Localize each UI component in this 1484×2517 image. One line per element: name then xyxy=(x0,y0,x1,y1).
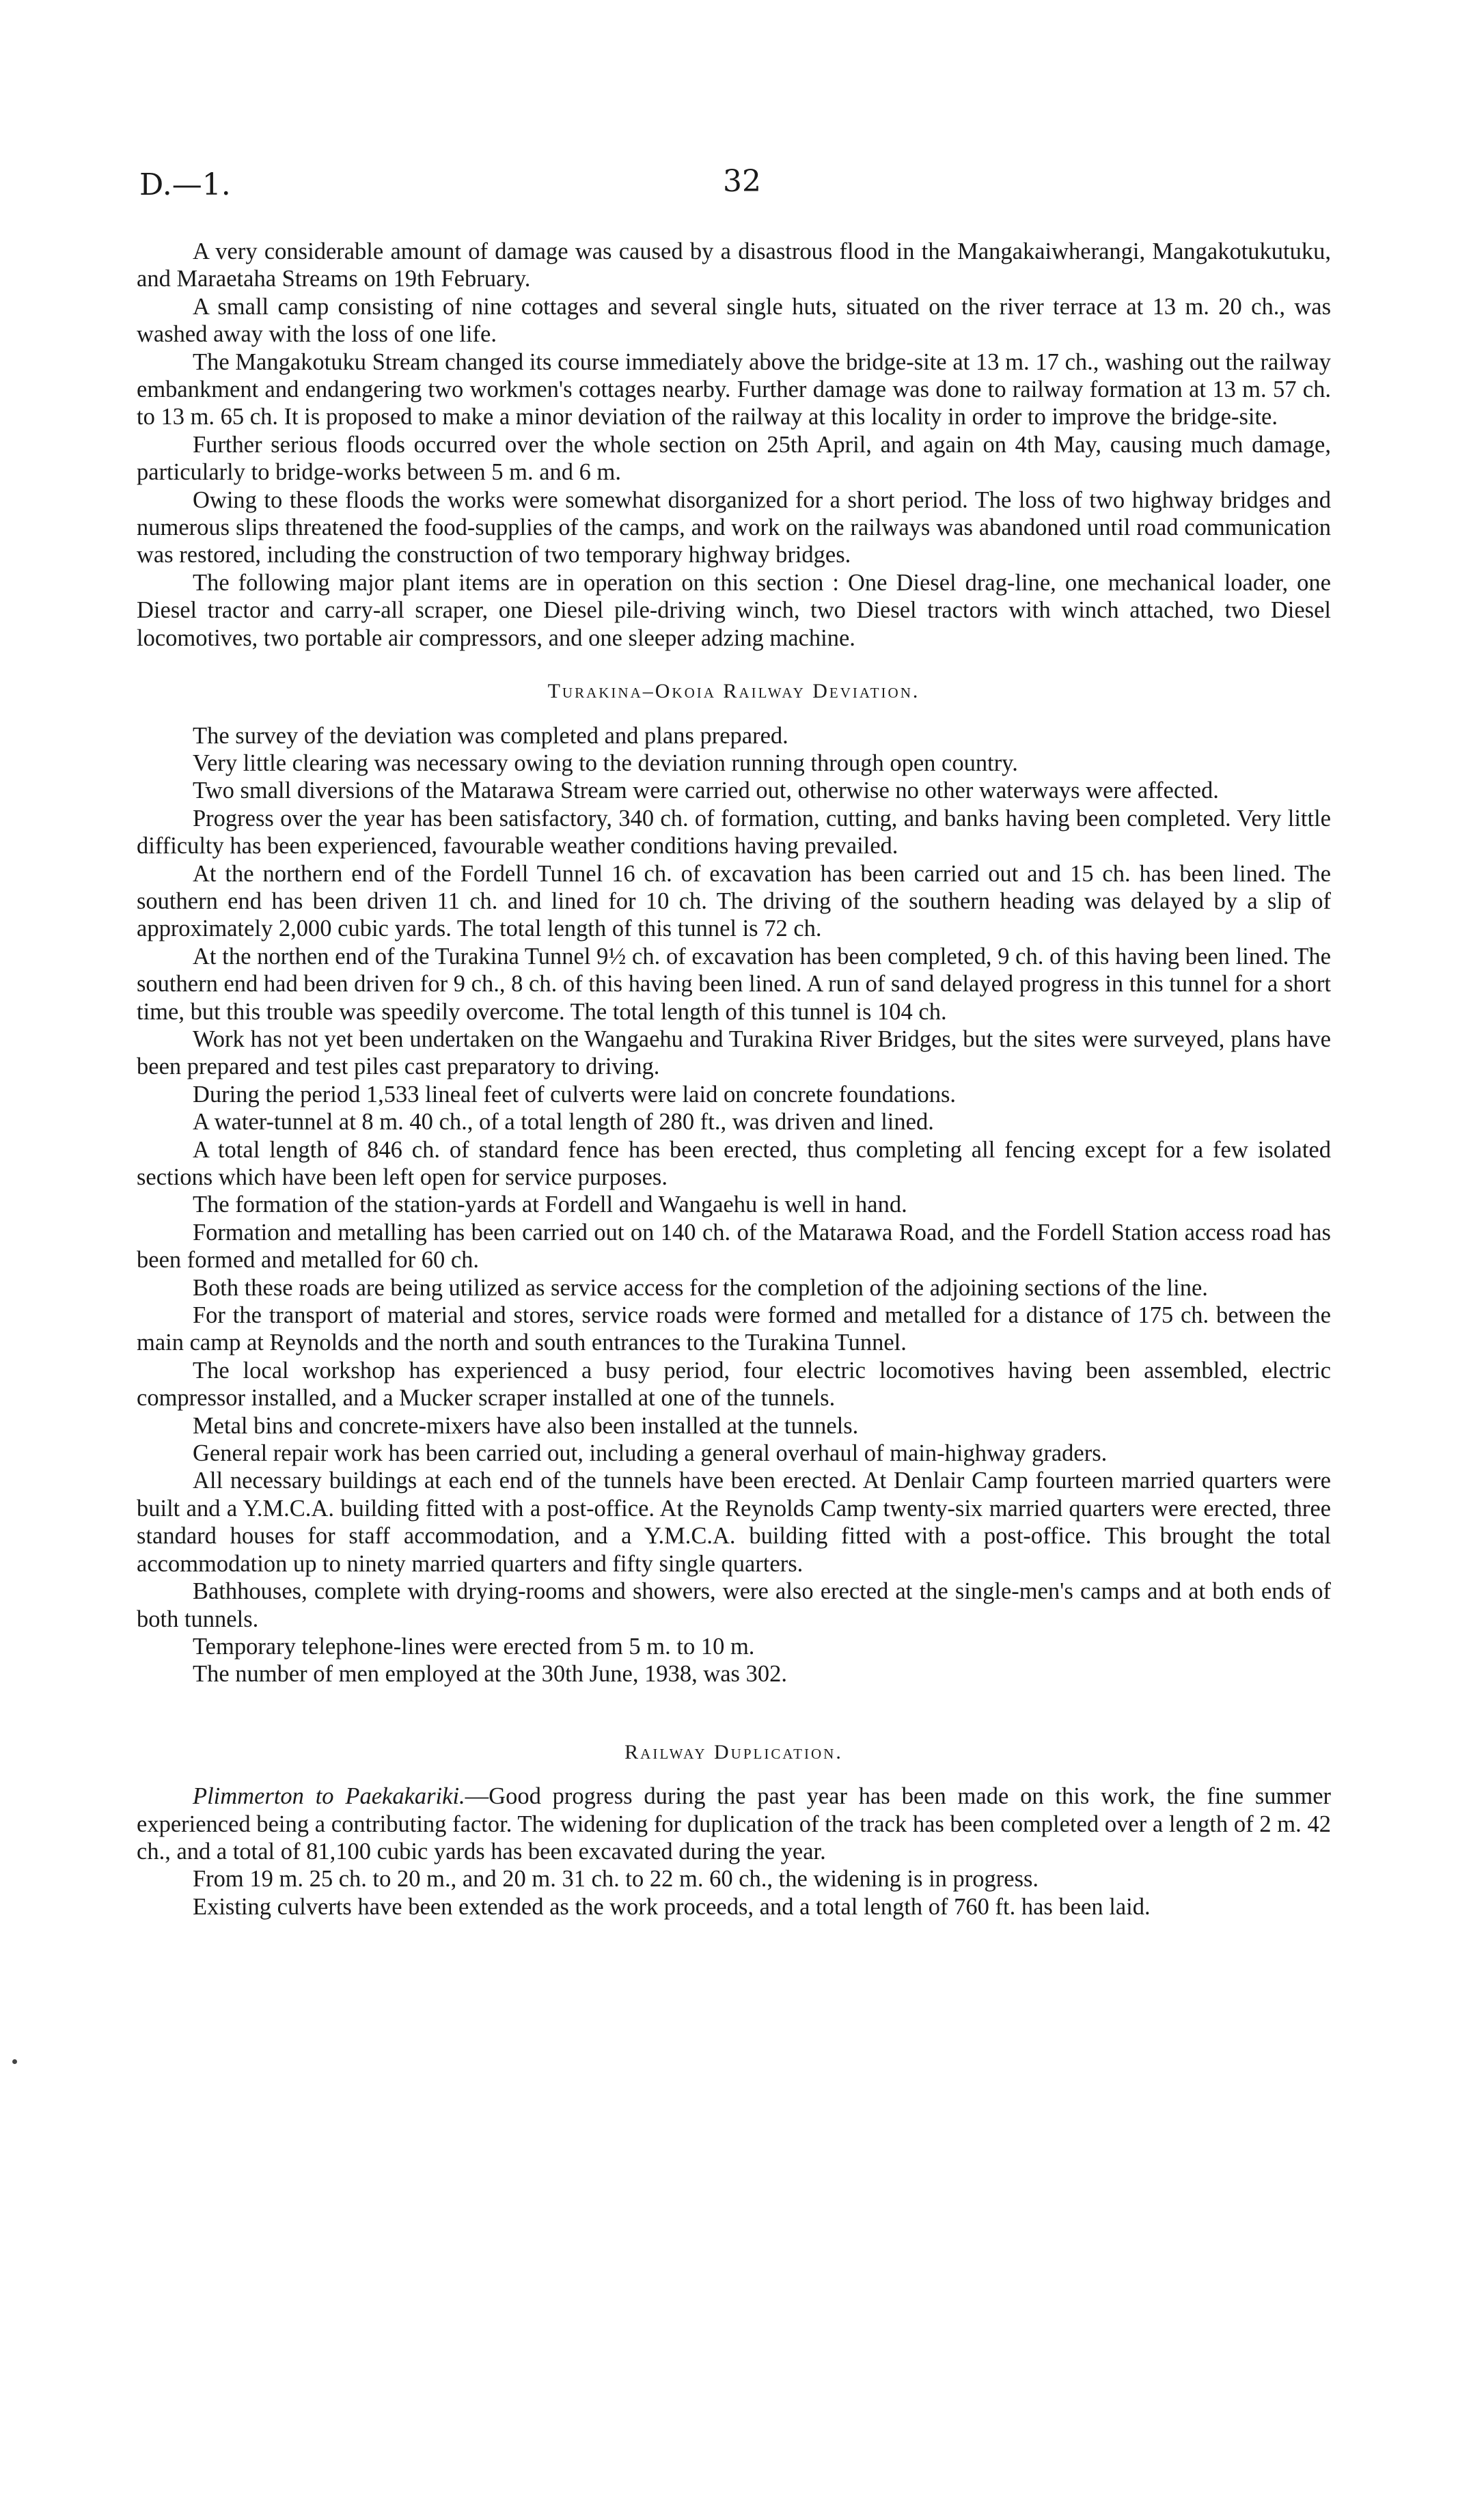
paragraph: The formation of the station-yards at Fordell and Wangaehu is well in hand. xyxy=(193,1192,907,1218)
paragraph: During the period 1,533 lineal feet of culverts were laid on concrete foundations. xyxy=(193,1081,957,1108)
subsection-lead: Plimmerton to Paekakariki. xyxy=(193,1783,465,1810)
page-number: 32 xyxy=(723,164,761,199)
paragraph: Further serious floods occurred over the whole section on 25th April, and again on 4th May, causing much damage, particularly to bridge-works between 5 m. and 6 m. xyxy=(137,431,1331,486)
paragraph: All necessary buildings at each end of the tunnels have been erected. At Denlair Camp fourteen married quarters were built and a Y.M.C.A. building fitted with a post-office. At the Reynolds Camp twenty-six married quarters were erected, three standard houses for staff accommodation, and a Y.M.C.A. building fitted with a post-office. This brought the total accommodation up to ninety married quarters and fifty single quarters. xyxy=(137,1468,1331,1577)
document-reference: D.—1. xyxy=(139,167,231,202)
paragraph: For the transport of material and stores, service roads were formed and metalled for a distance of 175 ch. between the main camp at Reynolds and the north and south entrances to the Turakina Tunnel. xyxy=(137,1302,1331,1356)
paragraph: Metal bins and concrete-mixers have also been installed at the tunnels. xyxy=(193,1412,859,1439)
paragraph: The survey of the deviation was completed and plans prepared. xyxy=(193,722,788,749)
paragraph: Temporary telephone-lines were erected from 5 m. to 10 m. xyxy=(193,1633,755,1660)
paragraph: The number of men employed at the 30th June, 1938, was 302. xyxy=(193,1661,787,1688)
paragraph: The following major plant items are in operation on this section : One Diesel drag-line, one mechanical loader, one Diesel tractor and carry-all scraper, one Diesel pile-driving winch, two Diesel tractors with winch attached, two Diesel locomotives, two portable air compressors, and one sleeper adzing machine. xyxy=(137,569,1331,651)
paragraph: The Mangakotuku Stream changed its course immediately above the bridge-site at 13 m. 17 ch., washing out the railway embankment and endangering two workmen's cottages nearby. Further damage was done to railway formation at 13 m. 57 ch. to 13 m. 65 ch. It is proposed to make a minor deviation of the railway at this locality in order to improve the bridge-site. xyxy=(137,348,1331,430)
paragraph: At the northern end of the Fordell Tunnel 16 ch. of excavation has been carried out and 15 ch. has been lined. The southern end has been driven 11 ch. and lined for 10 ch. The driving of the southern heading was delayed by a slip of approximately 2,000 cubic yards. The total length of this tunnel is 72 ch. xyxy=(137,860,1331,942)
paragraph xyxy=(137,1783,1331,1865)
paragraph: Progress over the year has been satisfactory, 340 ch. of formation, cutting, and banks having been completed. Very little difficulty has been experienced, favourable weather conditions having prevailed. xyxy=(137,805,1331,859)
paragraph: Owing to these floods the works were somewhat disorganized for a short period. The loss of two highway bridges and numerous slips threatened the food-supplies of the camps, and work on the railways was abandoned until road communication was restored, including the construction of two temporary highway bridges. xyxy=(137,486,1331,568)
paragraph: Formation and metalling has been carried out on 140 ch. of the Matarawa Road, and the Fordell Station access road has been formed and metalled for 60 ch. xyxy=(137,1219,1331,1274)
section-heading-turakina-okoia: Turakina–Okoia Railway Deviation. xyxy=(547,680,920,703)
paragraph: At the northen end of the Turakina Tunnel 9½ ch. of excavation has been completed, 9 ch. of this having been lined. The southern end had been driven for 9 ch., 8 ch. of this having been lined. A run of sand delayed progress in this tunnel for a short time, but this trouble was speedily overcome. The total length of this tunnel is 104 ch. xyxy=(137,943,1331,1025)
paragraph: Existing culverts have been extended as the work proceeds, and a total length of 760 ft. has been laid. xyxy=(193,1893,1151,1920)
paragraph: Very little clearing was necessary owing to the deviation running through open country. xyxy=(193,749,1018,776)
paragraph: Work has not yet been undertaken on the Wangaehu and Turakina River Bridges, but the sites were surveyed, plans have been prepared and test piles cast preparatory to driving. xyxy=(137,1026,1331,1080)
paragraph: A water-tunnel at 8 m. 40 ch., of a total length of 280 ft., was driven and lined. xyxy=(193,1109,934,1136)
paragraph: From 19 m. 25 ch. to 20 m., and 20 m. 31 ch. to 22 m. 60 ch., the widening is in progress. xyxy=(193,1866,1039,1893)
paragraph: Bathhouses, complete with drying-rooms and showers, were also erected at the single-men's camps and at both ends of both tunnels. xyxy=(137,1578,1331,1632)
margin-mark xyxy=(12,2059,17,2064)
paragraph: A total length of 846 ch. of standard fence has been erected, thus completing all fencing except for a few isolated sections which have been left open for service purposes. xyxy=(137,1136,1331,1190)
paragraph: A very considerable amount of damage was caused by a disastrous flood in the Mangakaiwherangi, Mangakotukutuku, and Maraetaha Streams on 19th February. xyxy=(137,238,1331,292)
paragraph-text: —Good progress during the past year has been made on this work, the fine summer experienced being a contributing factor. The widening for duplication of the track has been completed over a length of 2 m. 42 ch., and a total of 81,100 cubic yards has been excavated during the year. xyxy=(137,1783,1331,1865)
paragraph: A small camp consisting of nine cottages and several single huts, situated on the river terrace at 13 m. 20 ch., was washed away with the loss of one life. xyxy=(137,293,1331,348)
section-heading-railway-duplication: Railway Duplication. xyxy=(624,1740,843,1763)
paragraph: Both these roads are being utilized as service access for the completion of the adjoining sections of the line. xyxy=(193,1274,1208,1301)
body-text xyxy=(137,238,1331,1921)
paragraph: General repair work has been carried out, including a general overhaul of main-highway graders. xyxy=(193,1440,1108,1467)
paragraph: Two small diversions of the Matarawa Stream were carried out, otherwise no other waterways were affected. xyxy=(193,778,1219,804)
paragraph: The local workshop has experienced a busy period, four electric locomotives having been assembled, electric compressor installed, and a Mucker scraper installed at one of the tunnels. xyxy=(137,1357,1331,1412)
